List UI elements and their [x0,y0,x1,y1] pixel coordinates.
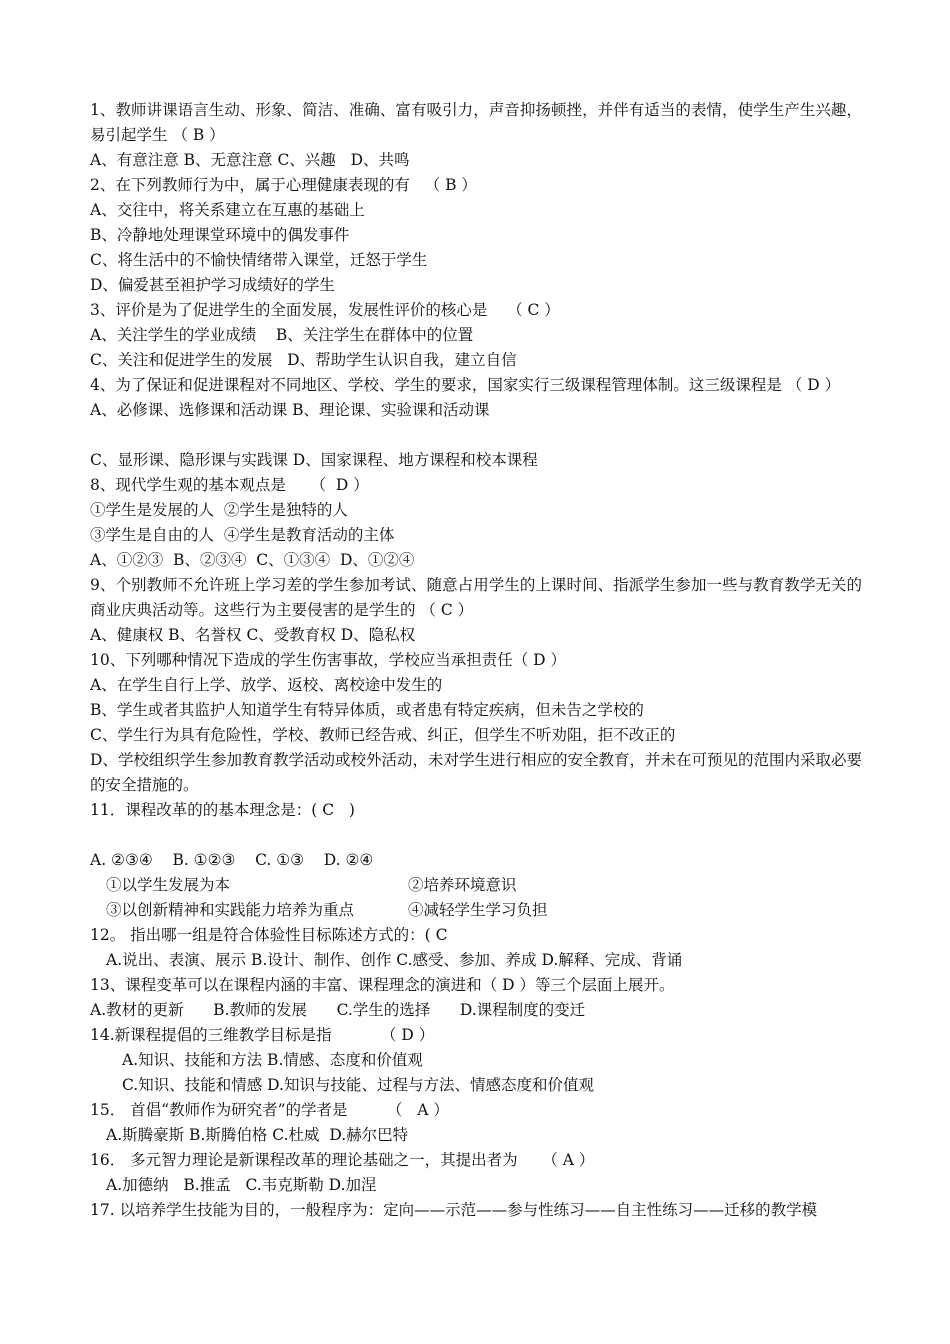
question-3-options-ab: A、关注学生的学业成绩 B、关注学生在群体中的位置 [90,326,474,344]
question-14-options-ab: A.知识、技能和方法 B.情感、态度和价值观 [122,1051,423,1069]
question-12: 12。 指出哪一组是符合体验性目标陈述方式的：( C [90,926,448,944]
question-13-options: A.教材的更新 B.教师的发展 C.学生的选择 D.课程制度的变迁 [90,1001,586,1019]
question-3: 3、评价是为了促进学生的全面发展，发展性评价的核心是 （ C ） [90,301,560,319]
question-15-options: A.斯腾豪斯 B.斯腾伯格 C.杜威 D.赫尔巴特 [106,1126,409,1144]
question-10-option-a: A、在学生自行上学、放学、返校、离校途中发生的 [90,676,443,694]
question-16: 16． 多元智力理论是新课程改革的理论基础之一，其提出者为 （ A ） [90,1151,595,1169]
question-4: 4、为了保证和促进课程对不同地区、学校、学生的要求，国家实行三级课程管理体制。这三级课程是 （ D ） [90,376,841,394]
question-3-options-cd: C、关注和促进学生的发展 D、帮助学生认识自我，建立自信 [90,351,517,369]
blank-line [90,823,862,848]
question-2-option-a: A、交往中，将关系建立在互惠的基础上 [90,201,365,219]
question-8-statements-12: ①学生是发展的人 ②学生是独特的人 [90,501,348,519]
question-8: 8、现代学生观的基本观点是 （ D ） [90,476,369,494]
statement-3: ③以创新精神和实践能力培养为重点 [106,901,355,919]
question-4-options-cd: C、显形课、隐形课与实践课 D、国家课程、地方课程和校本课程 [90,451,538,469]
question-11-statements-34 [90,898,862,923]
question-10-option-b: B、学生或者其监护人知道学生有特异体质，或者患有特定疾病，但未告之学校的 [90,701,644,719]
document-page [90,98,862,1223]
question-16-options: A.加德纳 B.推孟 C.韦克斯勒 D.加涅 [106,1176,377,1194]
question-15: 15． 首倡“教师作为研究者”的学者是 （ A ） [90,1101,449,1119]
question-2-option-d: D、偏爱甚至袒护学习成绩好的学生 [90,276,335,294]
statement-2: ②培养环境意识 [408,876,517,894]
statement-1: ①以学生发展为本 [106,876,231,894]
question-11: 11．课程改革的的基本理念是：( C ) [90,801,355,819]
question-11-statements-12 [90,873,862,898]
question-14-options-cd: C.知识、技能和情感 D.知识与技能、过程与方法、情感态度和价值观 [122,1076,594,1094]
question-8-statements-34: ③学生是自由的人 ④学生是教育活动的主体 [90,526,395,544]
question-8-options: A、①②③ B、②③④ C、①③④ D、①②④ [90,551,415,569]
question-2-option-c: C、将生活中的不愉快情绪带入课堂，迁怒于学生 [90,251,428,269]
question-2-option-b: B、冷静地处理课堂环境中的偶发事件 [90,226,350,244]
question-10-option-d: D、学校组织学生参加教育教学活动或校外活动，未对学生进行相应的安全教育，并未在可预见的范围内采取必要的安全措施的。 [90,751,862,794]
question-13: 13、课程变革可以在课程内涵的丰富、课程理念的演进和（ D ）等三个层面上展开。 [90,976,675,994]
question-9-options: A、健康权 B、名誉权 C、受教育权 D、隐私权 [90,626,416,644]
question-10-option-c: C、学生行为具有危险性，学校、教师已经告戒、纠正，但学生不听劝阻，拒不改正的 [90,726,676,744]
question-1-options: A、有意注意 B、无意注意 C、兴趣 D、共鸣 [90,151,410,169]
question-4-options-ab: A、必修课、选修课和活动课 B、理论课、实验课和活动课 [90,401,490,419]
question-2: 2、在下列教师行为中，属于心理健康表现的有 （ B ） [90,176,477,194]
question-12-options: A.说出、表演、展示 B.设计、制作、创作 C.感受、参加、养成 D.解释、完成、背诵 [106,951,683,969]
question-10: 10、下列哪种情况下造成的学生伤害事故，学校应当承担责任（ D ） [90,651,567,669]
blank-line [90,423,862,448]
statement-4: ④减轻学生学习负担 [408,901,548,919]
question-14: 14.新课程提倡的三维教学目标是指 （ D ） [90,1026,435,1044]
question-17: 17. 以培养学生技能为目的，一般程序为：定向——示范——参与性练习——自主性练习——迁移的教学模 [90,1201,818,1219]
question-11-options: A. ②③④ B. ①②③ C. ①③ D. ②④ [90,851,374,869]
question-9: 9、个别教师不允许班上学习差的学生参加考试、随意占用学生的上课时间、指派学生参加一些与教育教学无关的商业庆典活动等。这些行为主要侵害的是学生的 （ C ） [90,576,862,619]
question-1: 1、教师讲课语言生动、形象、简洁、准确、富有吸引力，声音抑扬顿挫，并伴有适当的表情，使学生产生兴趣，易引起学生 （ B ） [90,101,862,144]
